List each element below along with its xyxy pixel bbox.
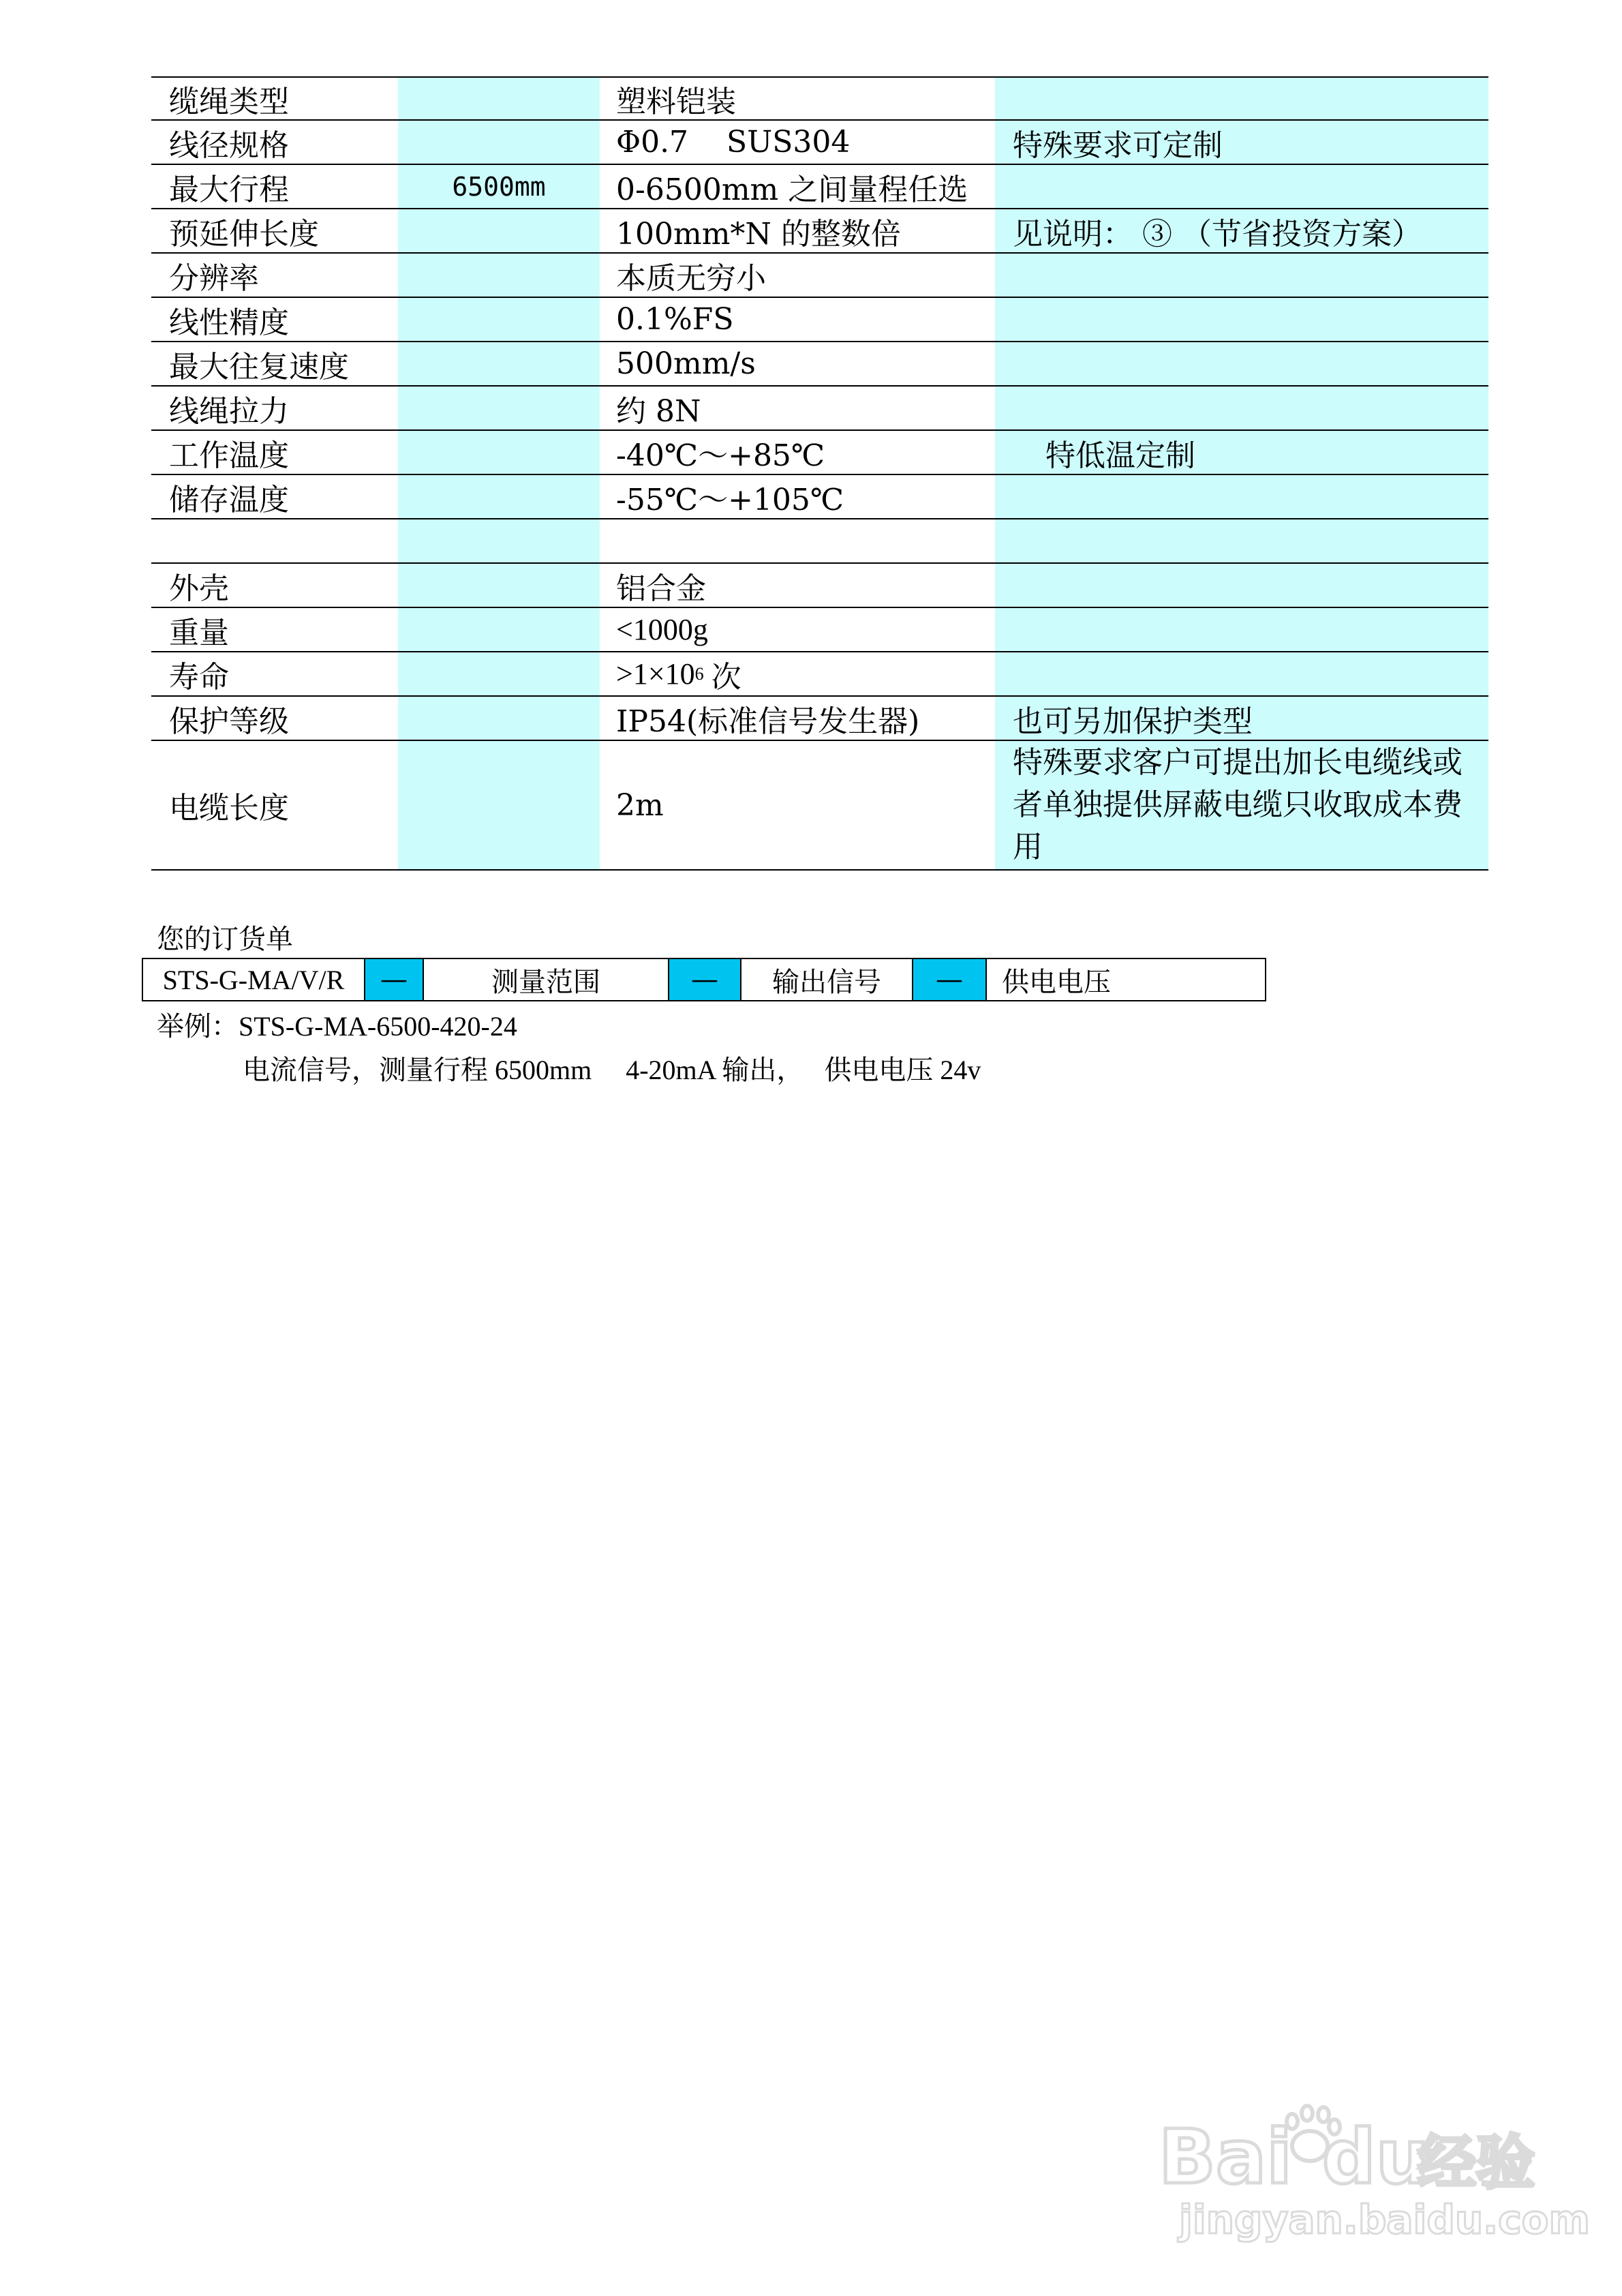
row-desc: -55℃～+105℃ [616, 482, 844, 517]
order-dash: — [913, 959, 987, 1000]
row-value [398, 209, 600, 252]
row-desc: Φ0.7 SUS304 [616, 125, 851, 160]
table-row [151, 741, 1488, 871]
table-row [151, 608, 1488, 652]
row-label [151, 519, 398, 562]
table-row [151, 121, 1488, 165]
order-code-bar [142, 958, 1266, 1001]
table-row [151, 165, 1488, 209]
baidu-jingyan-watermark [1152, 2059, 1590, 2250]
row-label: 工作温度 [169, 438, 289, 473]
row-label: 最大行程 [169, 172, 289, 207]
row-label: 线性精度 [169, 305, 289, 340]
watermark-brand: Bai [1159, 2113, 1292, 2201]
table-row [151, 475, 1488, 519]
lifetime-base: >1×10 [616, 657, 695, 691]
row-desc: IP54(标准信号发生器) [616, 704, 920, 739]
row-desc: <1000g [616, 613, 708, 646]
watermark-brand-cn: 经验 [1418, 2129, 1535, 2197]
row-desc: 0-6500mm 之间量程任选 [616, 172, 968, 207]
row-label: 重量 [169, 615, 229, 650]
row-note: 也可另加保护类型 [995, 697, 1488, 740]
row-label: 储存温度 [169, 482, 289, 517]
row-desc: >1×10 6 次 [600, 652, 995, 695]
spec-table [151, 76, 1488, 871]
row-desc [600, 519, 995, 562]
row-value [398, 697, 600, 740]
row-note: 特殊要求可定制 [995, 121, 1488, 164]
row-desc: 500mm/s [616, 346, 756, 381]
watermark-url: jingyan.baidu.com [1179, 2196, 1590, 2243]
row-value: 6500mm [398, 165, 600, 208]
row-value [398, 298, 600, 341]
row-desc: 塑料铠装 [616, 84, 736, 119]
table-row [151, 342, 1488, 387]
order-range-label: 测量范围 [424, 959, 669, 1000]
row-note [995, 652, 1488, 695]
row-desc: 100mm*N 的整数倍 [616, 216, 901, 252]
order-model: STS-G-MA/V/R [143, 959, 365, 1000]
row-label: 分辨率 [169, 260, 259, 296]
row-label: 外壳 [169, 571, 229, 606]
table-row [151, 431, 1488, 475]
row-value [398, 387, 600, 429]
watermark-brand-2: du [1322, 2113, 1430, 2201]
order-output-label: 输出信号 [741, 959, 913, 1000]
table-row [151, 564, 1488, 608]
table-row [151, 652, 1488, 697]
lifetime-unit: 次 [703, 660, 741, 694]
table-row [151, 519, 1488, 564]
row-note [995, 608, 1488, 651]
order-dash: — [365, 959, 424, 1000]
row-label: 缆绳类型 [169, 84, 289, 119]
row-note [995, 254, 1488, 297]
row-label: 预延伸长度 [169, 216, 319, 252]
row-note [995, 564, 1488, 607]
order-example-desc: 电流信号，测量行程 6500mm 4-20mA 输出， 供电电压 24v [243, 1055, 981, 1085]
row-label: 电缆长度 [169, 791, 289, 826]
row-label: 保护等级 [169, 704, 289, 739]
table-row [151, 254, 1488, 298]
row-value [398, 475, 600, 518]
row-label: 线径规格 [169, 127, 289, 163]
row-desc: 铝合金 [616, 571, 706, 606]
row-note [995, 342, 1488, 385]
row-label: 最大往复速度 [169, 349, 349, 384]
row-value [398, 431, 600, 474]
row-note [995, 387, 1488, 429]
row-value [398, 652, 600, 695]
table-row [151, 298, 1488, 342]
row-value [398, 121, 600, 164]
row-value [398, 608, 600, 651]
row-desc: 约 8N [616, 393, 701, 429]
row-note [995, 519, 1488, 562]
row-value [398, 78, 600, 119]
row-note [995, 475, 1488, 518]
table-row [151, 76, 1488, 121]
order-example: 举例：STS-G-MA-6500-420-24 [157, 1011, 517, 1042]
row-desc: -40℃～+85℃ [616, 438, 825, 473]
row-desc: 0.1%FS [616, 302, 734, 337]
row-value [398, 254, 600, 297]
order-voltage-label: 供电电压 [1002, 966, 1111, 998]
order-title: 您的订货单 [157, 924, 293, 955]
row-note [995, 298, 1488, 341]
row-value [398, 342, 600, 385]
row-desc: 2m [616, 787, 664, 823]
row-note: 见说明： ③ （节省投资方案） [995, 209, 1488, 252]
row-note [995, 78, 1488, 119]
row-value [398, 741, 600, 869]
row-label: 寿命 [169, 659, 229, 695]
row-value [398, 564, 600, 607]
table-row [151, 697, 1488, 741]
row-note: 特低温定制 [995, 431, 1488, 474]
table-row [151, 387, 1488, 431]
row-desc: 本质无穷小 [616, 260, 766, 296]
table-row [151, 209, 1488, 254]
row-note [995, 165, 1488, 208]
row-note: 特殊要求客户可提出加长电缆线或者单独提供屏蔽电缆只收取成本费用 [995, 741, 1488, 869]
row-value [398, 519, 600, 562]
order-dash: — [669, 959, 741, 1000]
row-label: 线绳拉力 [169, 393, 289, 429]
